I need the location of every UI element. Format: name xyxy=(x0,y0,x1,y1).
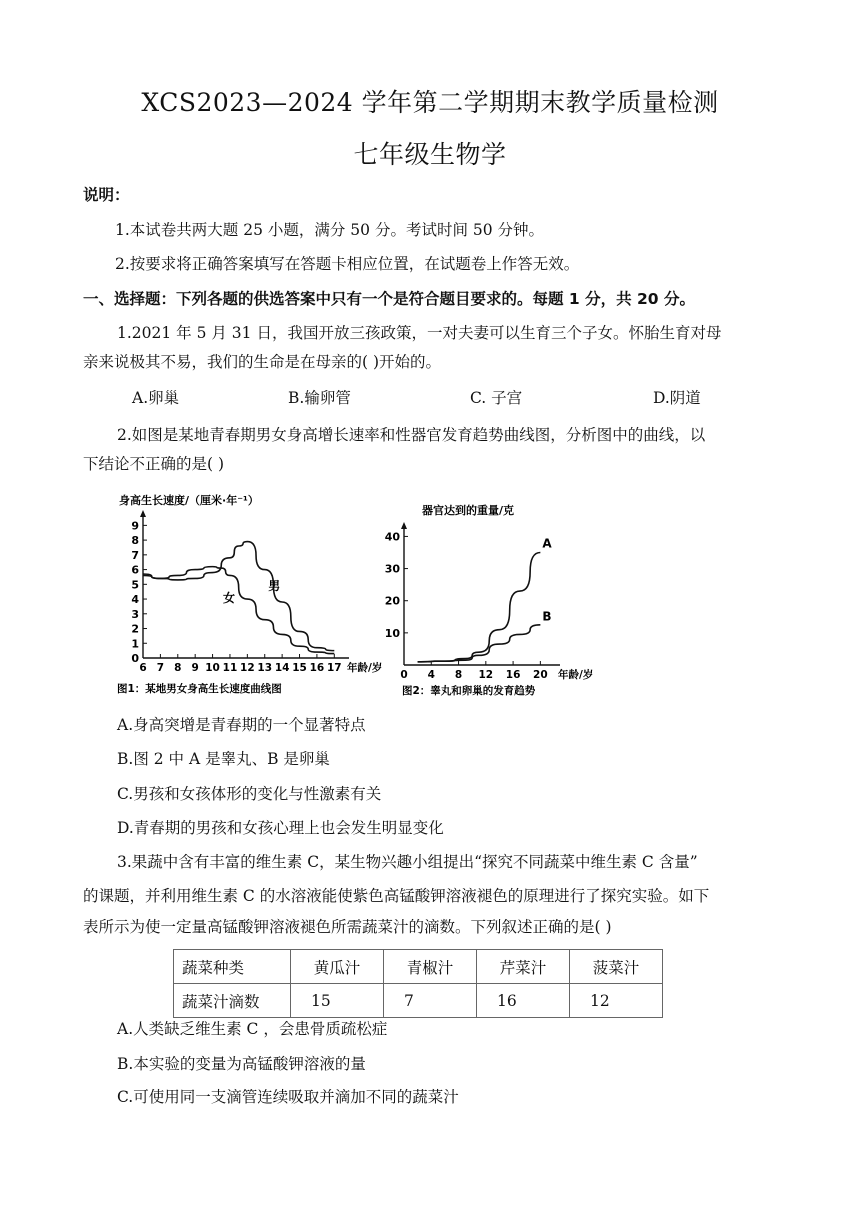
table-cell: 7 xyxy=(384,984,477,1018)
q3-stem-line1: 3.果蔬中含有丰富的维生素 C，某生物兴趣小组提出“探究不同蔬菜中维生素 C 含量” xyxy=(117,853,698,871)
x-tick-label: 11 xyxy=(222,662,238,674)
x-tick-label: 7 xyxy=(156,662,165,674)
gonad-development-chart xyxy=(378,500,608,700)
x-tick-label: 12 xyxy=(240,662,255,674)
table-header-row xyxy=(174,950,663,984)
note-item-1: 1.本试卷共两大题 25 小题，满分 50 分。考试时间 50 分钟。 xyxy=(115,221,545,239)
chart-caption: 图2：睾丸和卵巢的发育趋势 xyxy=(402,685,536,697)
q1-option-d: D.阴道 xyxy=(653,389,701,407)
q1-stem-line1: 1.2021 年 5 月 31 日，我国开放三孩政策，一对夫妻可以生育三个子女。怀胎生育对母 xyxy=(117,324,722,342)
q1-option-c: C. 子宫 xyxy=(470,389,523,407)
table-header-cell: 菠菜汁 xyxy=(570,950,663,984)
q3-stem-line2: 的课题，并利用维生素 C 的水溶液能使紫色高锰酸钾溶液褪色的原理进行了探究实验。如下 xyxy=(83,887,710,905)
section-heading: 一、选择题：下列各题的供选答案中只有一个是符合题目要求的。每题 1 分，共 20 分。 xyxy=(83,290,695,308)
series-label: 男 xyxy=(268,579,281,594)
y-tick-label: 9 xyxy=(131,519,139,533)
x-tick-label: 17 xyxy=(326,662,342,674)
y-tick-label: 1 xyxy=(131,637,139,651)
vegetable-juice-table xyxy=(173,949,663,1018)
q1-option-a: A.卵巢 xyxy=(132,389,180,407)
y-tick-label: 5 xyxy=(131,578,139,592)
table-cell: 12 xyxy=(570,984,663,1018)
x-tick-label: 6 xyxy=(139,662,147,674)
y-axis-label: 身高生长速度/（厘米·年⁻¹） xyxy=(119,494,259,507)
exam-subtitle: 七年级生物学 xyxy=(353,140,507,169)
q3-option-c: C.可使用同一支滴管连续吸取并滴加不同的蔬菜汁 xyxy=(117,1088,459,1106)
y-tick-label: 8 xyxy=(131,534,139,548)
series-label: 女 xyxy=(223,591,236,605)
series-line xyxy=(418,553,541,662)
x-tick-label: 8 xyxy=(174,662,182,674)
q2-option-d: D.青春期的男孩和女孩心理上也会发生明显变化 xyxy=(117,819,444,837)
table-cell: 16 xyxy=(477,984,570,1018)
exam-title: XCS2023—2024 学年第二学期期末教学质量检测 xyxy=(141,88,719,117)
x-tick-label: 4 xyxy=(427,669,435,681)
y-axis-arrow xyxy=(140,510,146,517)
q2-option-c: C.男孩和女孩体形的变化与性激素有关 xyxy=(117,785,382,803)
y-tick-label: 20 xyxy=(384,594,400,608)
q2-stem-line2: 下结论不正确的是( ) xyxy=(83,455,225,473)
y-tick-label: 2 xyxy=(131,622,139,636)
q1-option-b: B.输卵管 xyxy=(288,389,351,407)
table-header-cell: 芹菜汁 xyxy=(477,950,570,984)
height-growth-chart xyxy=(115,488,383,700)
y-tick-label: 4 xyxy=(131,593,139,607)
table-header-cell: 青椒汁 xyxy=(384,950,477,984)
y-tick-label: 40 xyxy=(384,530,400,544)
q3-option-b: B.本实验的变量为高锰酸钾溶液的量 xyxy=(117,1055,366,1073)
x-axis-label: 年龄/岁 xyxy=(347,662,383,674)
x-tick-label: 9 xyxy=(191,662,199,674)
x-tick-label: 13 xyxy=(257,662,273,674)
q3-stem-line3: 表所示为使一定量高锰酸钾溶液褪色所需蔬菜汁的滴数。下列叙述正确的是( ) xyxy=(83,918,612,936)
chart-caption: 图1：某地男女身高生长速度曲线图 xyxy=(117,683,282,695)
x-tick-label: 12 xyxy=(478,669,494,681)
y-axis-arrow xyxy=(401,522,407,529)
y-tick-label: 3 xyxy=(131,607,139,621)
y-tick-label: 0 xyxy=(131,652,139,665)
y-axis-label: 器官达到的重量/克 xyxy=(422,504,515,517)
table-row-label: 蔬菜汁滴数 xyxy=(174,984,291,1018)
note-item-2: 2.按要求将正确答案填写在答题卡相应位置，在试题卷上作答无效。 xyxy=(115,255,580,273)
series-line xyxy=(143,542,334,651)
series-line xyxy=(418,625,541,662)
x-tick-label: 16 xyxy=(505,669,521,681)
table-header-cell: 蔬菜种类 xyxy=(174,950,291,984)
q2-option-b: B.图 2 中 A 是睾丸、B 是卵巢 xyxy=(117,750,330,768)
q3-option-a: A.人类缺乏维生素 C ，会患骨质疏松症 xyxy=(117,1020,388,1038)
y-tick-label: 10 xyxy=(384,626,400,640)
q2-stem-line1: 2.如图是某地青春期男女身高增长速率和性器官发育趋势曲线图，分析图中的曲线，以 xyxy=(117,426,706,444)
x-axis-label: 年龄/岁 xyxy=(558,669,594,681)
x-tick-label: 20 xyxy=(533,669,548,681)
x-tick-label: 10 xyxy=(205,662,220,674)
table-header-cell: 黄瓜汁 xyxy=(291,950,384,984)
x-tick-label: 14 xyxy=(274,662,290,674)
x-tick-label: 15 xyxy=(292,662,307,674)
series-label: A xyxy=(542,536,552,551)
x-tick-label: 8 xyxy=(454,669,463,681)
y-tick-label: 30 xyxy=(384,562,400,576)
series-label: B xyxy=(542,609,552,624)
q1-stem-line2: 亲来说极其不易，我们的生命是在母亲的( )开始的。 xyxy=(83,353,442,371)
notes-heading: 说明： xyxy=(83,186,130,204)
y-tick-label: 7 xyxy=(131,548,139,562)
x-tick-label: 0 xyxy=(400,669,408,681)
table-cell: 15 xyxy=(291,984,384,1018)
q2-option-a: A.身高突增是青春期的一个显著特点 xyxy=(117,716,366,734)
table-row xyxy=(174,984,663,1018)
x-tick-label: 16 xyxy=(309,662,325,674)
y-tick-label: 6 xyxy=(131,563,139,577)
